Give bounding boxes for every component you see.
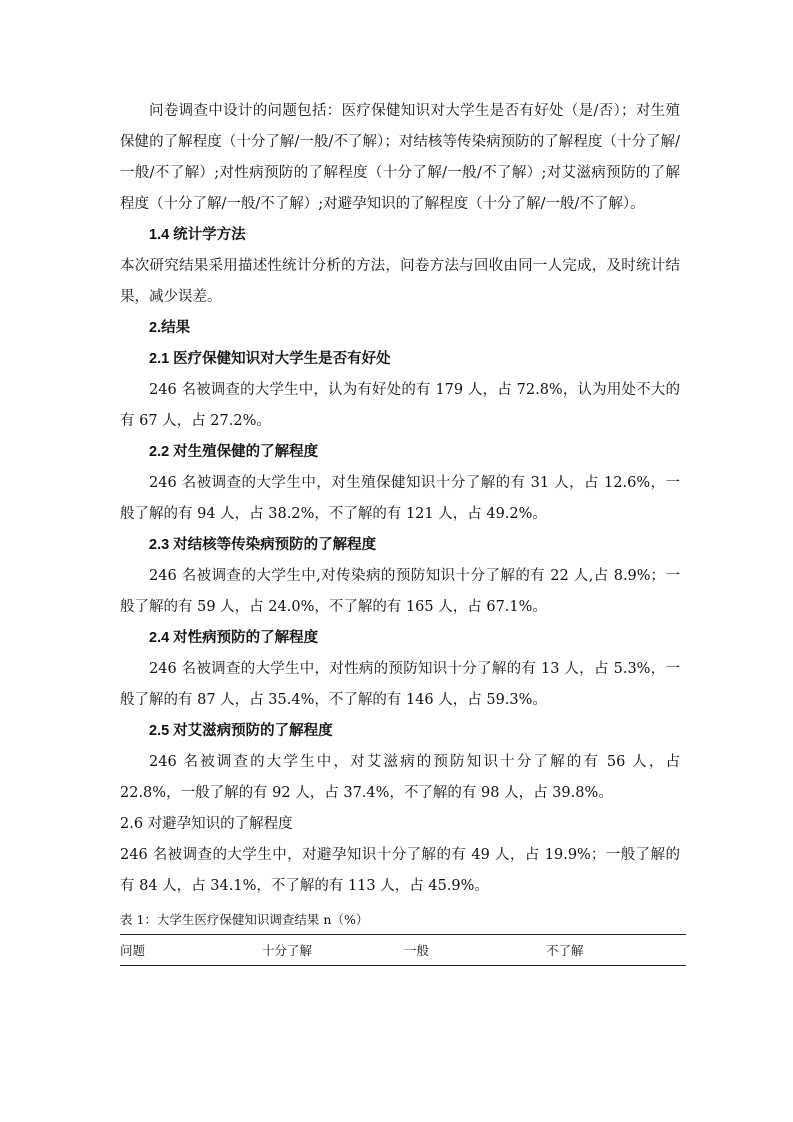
header-very-familiar: 十分了解 (262, 935, 404, 966)
header-average: 一般 (404, 935, 546, 966)
table-header-row (120, 935, 686, 966)
section-2-2-heading: 2.2 对生殖保健的了解程度 (149, 444, 319, 460)
header-unfamiliar: 不了解 (546, 935, 686, 966)
stats-method-heading: 1.4 统计学方法 (149, 227, 246, 243)
section-2-4-heading: 2.4 对性病预防的了解程度 (149, 630, 319, 646)
header-question: 问题 (120, 935, 262, 966)
table-caption: 表 1：大学生医疗保健知识调查结果 n（%） (120, 912, 369, 927)
stats-method-text: 本次研究结果采用描述性统计分析的方法，问卷方法与回收由同一人完成，及时统计结果，减少误差。 (120, 258, 680, 305)
intro-paragraph: 问卷调查中设计的问题包括：医疗保健知识对大学生是否有好处（是/否）；对生殖保健的了解程度（十分了解/一般/不了解）；对结核等传染病预防的了解程度（十分了解/一般/不了解）;对性病预防的了解程度（十分了解/一般/不了解）;对艾滋病预防的了解程度（十分了解/一般/不了解）;对避孕知识的了解程度（十分了解/一般/不了解）。 (120, 103, 680, 212)
section-2-4-text: 246 名被调查的大学生中，对性病的预防知识十分了解的有 13 人，占 5.3%，一般了解的有 87 人，占 35.4%，不了解的有 146 人，占 59.3%。 (120, 661, 680, 708)
section-2-3-heading: 2.3 对结核等传染病预防的了解程度 (149, 537, 377, 553)
document-body (120, 96, 680, 966)
results-table (120, 934, 686, 966)
section-2-2-text: 246 名被调查的大学生中，对生殖保健知识十分了解的有 31 人，占 12.6%，一般了解的有 94 人，占 38.2%，不了解的有 121 人，占 49.2%。 (120, 475, 680, 522)
results-heading: 2.结果 (149, 320, 191, 336)
section-2-6-text: 246 名被调查的大学生中，对避孕知识十分了解的有 49 人，占 19.9%；一般了解的有 84 人，占 34.1%，不了解的有 113 人，占 45.9%。 (120, 847, 680, 894)
section-2-1-heading: 2.1 医疗保健知识对大学生是否有好处 (149, 351, 391, 367)
section-2-6-heading: 2.6 对避孕知识的了解程度 (120, 816, 293, 832)
section-2-1-text: 246 名被调查的大学生中，认为有好处的有 179 人，占 72.8%，认为用处不大的有 67 人，占 27.2%。 (120, 382, 680, 429)
section-2-5-text: 246 名被调查的大学生中，对艾滋病的预防知识十分了解的有 56 人，占 22.8%，一般了解的有 92 人，占 37.4%，不了解的有 98 人，占 39.8%。 (120, 754, 680, 801)
section-2-5-heading: 2.5 对艾滋病预防的了解程度 (149, 723, 333, 739)
section-2-3-text: 246 名被调查的大学生中,对传染病的预防知识十分了解的有 22 人,占 8.9%；一般了解的有 59 人，占 24.0%，不了解的有 165 人，占 67.1%。 (120, 568, 680, 615)
